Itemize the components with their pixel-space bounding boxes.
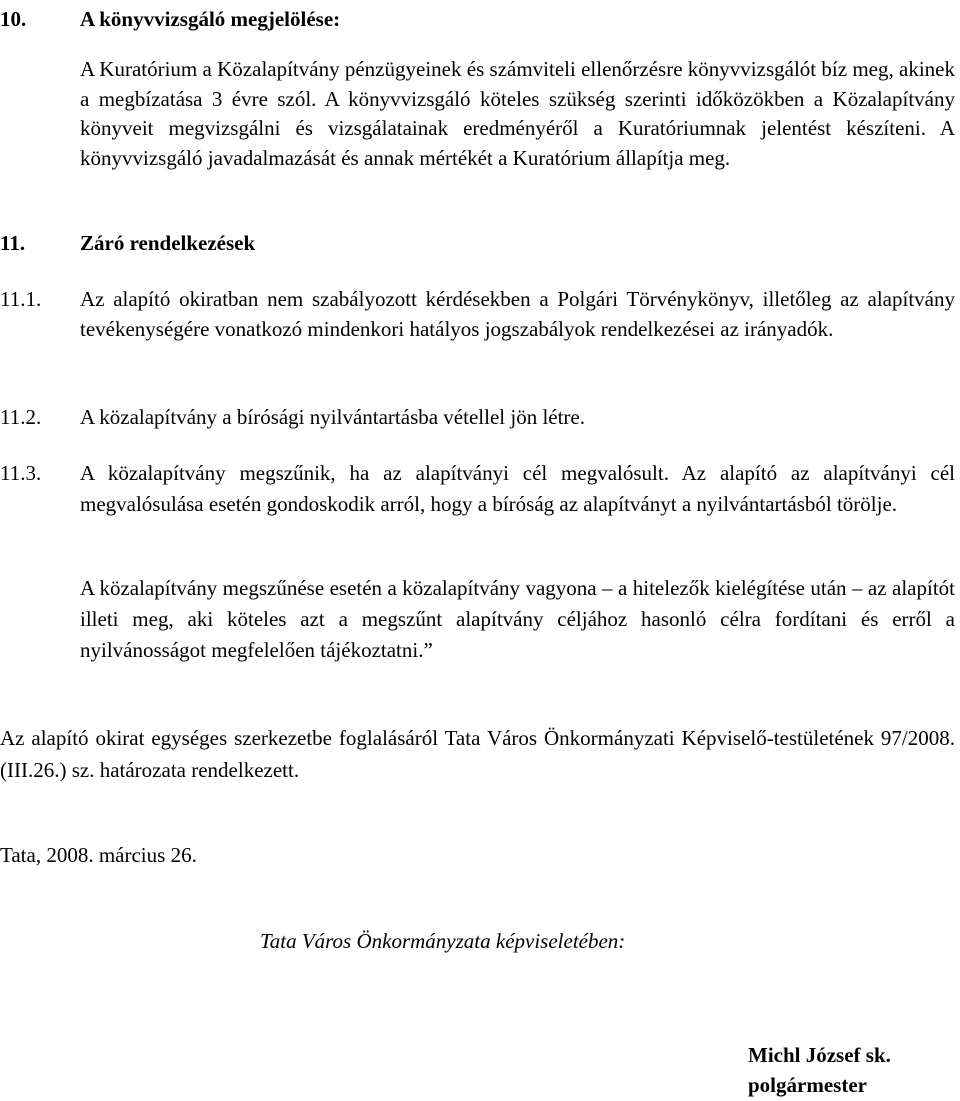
item-11-3-text: A közalapítvány megszűnik, ha az alapítványi cél megvalósult. Az alapító az alapítványi cél megvalósulása esetén gondoskodik arról, hogy a bíróság az alapítványt a nyilvántartásból törölje.	[80, 461, 955, 516]
section-10-title: A könyvvizsgáló megjelölése:	[80, 7, 341, 31]
section-11-title: Záró rendelkezések	[80, 231, 256, 255]
section-10-number: 10.	[0, 7, 27, 31]
item-11-1	[0, 284, 955, 374]
section-11-number: 11.	[0, 231, 26, 255]
item-11-2-number: 11.2.	[0, 405, 42, 429]
item-11-3	[0, 458, 955, 550]
item-11-1-text: Az alapító okiratban nem szabályozott kérdésekben a Polgári Törvénykönyv, illetőleg az alapítvány tevékenységére vonatkozó mindenkori hatályos jogszabályok rendelkezései az irányadók.	[80, 287, 955, 341]
item-11-2-text: A közalapítvány a bírósági nyilvántartásba vétellel jön létre.	[80, 405, 585, 429]
item-11-3-number: 11.3.	[0, 461, 42, 485]
place-date: Tata, 2008. március 26.	[0, 843, 197, 867]
signatory-name: Michl József sk.	[748, 1043, 891, 1067]
section-11-heading	[0, 228, 700, 258]
item-11-3-paragraph-2: A közalapítvány megszűnése esetén a közalapítvány vagyona – a hitelezők kielégítése után – az alapítót illeti meg, aki köteles azt a megszűnt alapítvány céljához hasonló célra fordítani és erről a nyilvánosságot megfelelően tájékoztatni.”	[80, 576, 955, 662]
signatory-title: polgármester	[748, 1073, 867, 1097]
item-11-1-number: 11.1.	[0, 287, 42, 311]
representation-line: Tata Város Önkormányzata képviseletében:	[260, 929, 626, 953]
closing-statement: Az alapító okirat egységes szerkezetbe foglalásáról Tata Város Önkormányzati Képviselő-testületének 97/2008.(III.26.) sz. határozata rendelkezett.	[0, 726, 955, 782]
item-11-2	[0, 402, 955, 432]
section-10-heading	[0, 4, 700, 34]
section-10-paragraph: A Kuratórium a Közalapítvány pénzügyeinek és számviteli ellenőrzésre könyvvizsgálót bíz meg, akinek a megbízatása 3 évre szól. A könyvvizsgáló köteles szükség szerinti időközökben a Közalapítvány könyveit megvizsgálni és vizsgálatainak eredményéről a Kuratóriumnak jelentést készíteni. A könyvvizsgáló javadalmazását és annak mértékét a Kuratórium állapítja meg.	[80, 57, 955, 170]
